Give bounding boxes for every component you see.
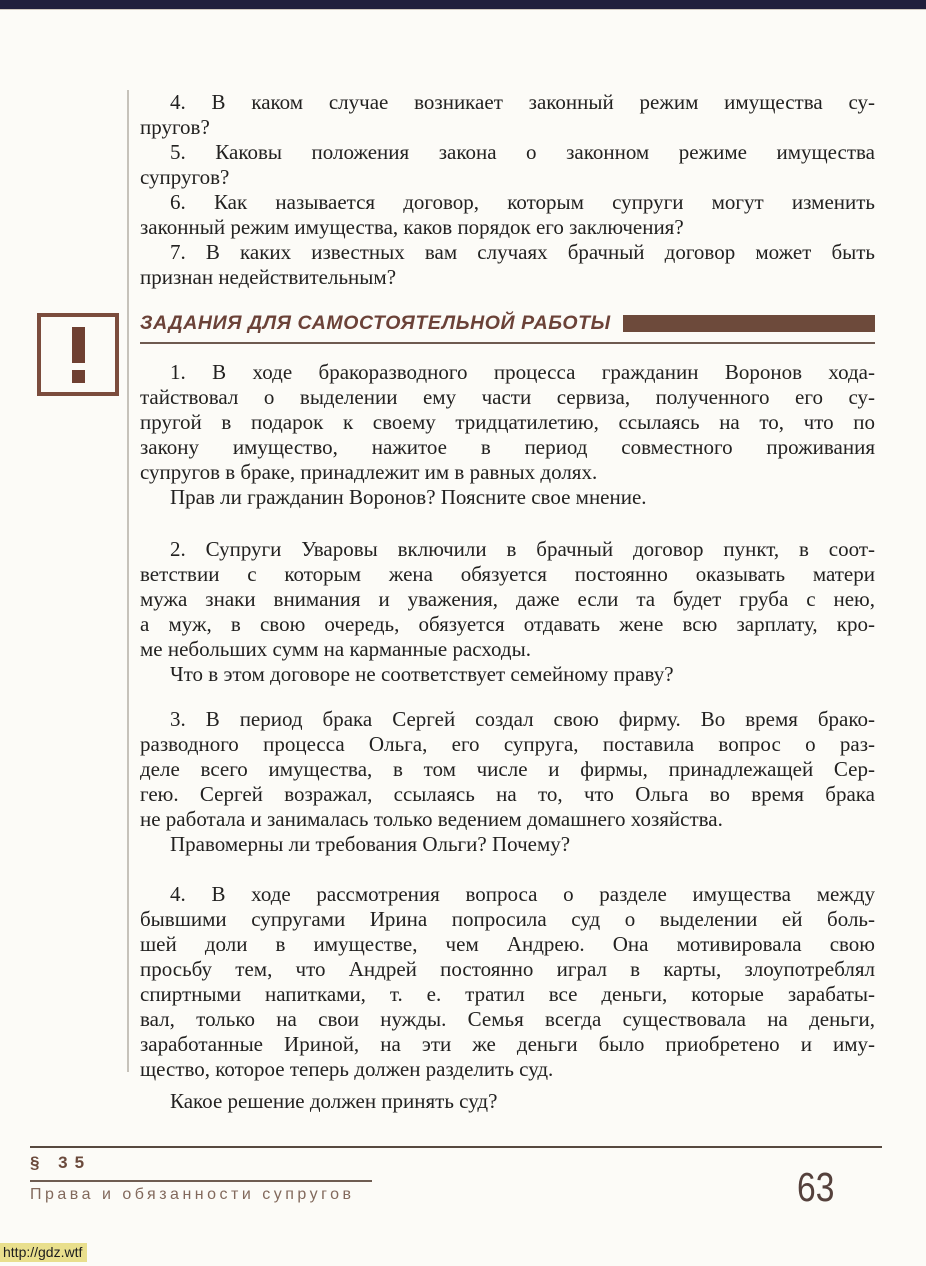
text-line: Прав ли гражданин Воронов? Поясните свое мнение.	[170, 485, 647, 509]
paragraph	[140, 1089, 875, 1114]
text-line: спиртными напитками, т. е. тратил все деньги, которые зарабаты-	[140, 982, 875, 1006]
text-line: ветствии с которым жена обязуется постоянно оказывать матери	[140, 562, 875, 586]
text-line: пругой в подарок к своему тридцатилетию, ссылаясь на то, что по	[140, 410, 875, 434]
task-item	[140, 882, 875, 1114]
text-line: а муж, в свою очередь, обязуется отдавать жене всю зарплату, кро-	[140, 612, 875, 636]
paragraph	[140, 360, 875, 485]
review-questions-list	[140, 90, 875, 290]
paragraph	[140, 537, 875, 662]
task-item	[140, 360, 875, 510]
exclamation-dot	[72, 370, 85, 383]
task-item	[140, 707, 875, 857]
exclamation-icon	[37, 313, 119, 396]
text-line: 5. Каковы положения закона о законном режиме имущества	[170, 140, 875, 164]
text-line: пругов?	[140, 115, 210, 139]
paragraph	[140, 882, 875, 1082]
text-line: Правомерны ли требования Ольги? Почему?	[170, 832, 571, 856]
text-line: бывшими супругами Ирина попросила суд о выделении ей боль-	[140, 907, 875, 931]
text-line: супругов в браке, принадлежит им в равных долях.	[140, 460, 598, 484]
text-line: закону имущество, нажитое в период совместного проживания	[140, 435, 875, 459]
paragraph	[140, 832, 875, 857]
text-line: ме небольших сумм на карманные расходы.	[140, 637, 531, 661]
left-margin-rule	[127, 90, 129, 1072]
footer-paragraph-rule	[30, 1180, 372, 1182]
paragraph	[140, 707, 875, 832]
paragraph	[140, 240, 875, 290]
text-line: тайствовал о выделении ему части сервиза, полученного его су-	[140, 385, 875, 409]
section-accent-bar	[623, 315, 875, 332]
paragraph	[140, 90, 875, 140]
footer-top-rule	[30, 1146, 882, 1148]
text-line: Какое решение должен принять суд?	[170, 1089, 498, 1113]
section-title: ЗАДАНИЯ ДЛЯ САМОСТОЯТЕЛЬНОЙ РАБОТЫ	[140, 312, 611, 334]
text-line: 6. Как называется договор, которым супруги могут изменить	[170, 190, 875, 214]
exclamation-stem	[72, 327, 85, 363]
page-number: 63	[797, 1164, 835, 1210]
text-line: мужа знаки внимания и уважения, даже если та будет груба с нею,	[140, 587, 875, 611]
text-line: не работала и занималась только ведением домашнего хозяйства.	[140, 807, 723, 831]
paragraph	[140, 190, 875, 240]
section-header	[140, 312, 875, 344]
text-line: гею. Сергей возражал, ссылаясь на то, что Ольга во время брака	[140, 782, 875, 806]
task-item	[140, 537, 875, 687]
text-line: щество, которое теперь должен разделить суд.	[140, 1057, 554, 1081]
text-line: заработанные Ириной, на эти же деньги было приобретено и иму-	[140, 1032, 875, 1056]
text-line: 4. В ходе рассмотрения вопроса о разделе имущества между	[170, 882, 875, 906]
text-line: 3. В период брака Сергей создал свою фирму. Во время брако-	[170, 707, 875, 731]
watermark-link[interactable]: http://gdz.wtf	[0, 1243, 87, 1262]
text-line: законный режим имущества, каков порядок его заключения?	[140, 215, 684, 239]
text-line: деле всего имущества, в том числе и фирмы, принадлежащей Сер-	[140, 757, 875, 781]
paragraph	[140, 662, 875, 687]
text-line: разводного процесса Ольга, его супруга, поставила вопрос о раз-	[140, 732, 875, 756]
text-line: супругов?	[140, 165, 230, 189]
paragraph	[140, 485, 875, 510]
top-edge-bar	[0, 0, 926, 10]
footer-chapter-title: Права и обязанности супругов	[30, 1186, 355, 1203]
tasks-list	[140, 360, 875, 1114]
text-line: шей доли в имуществе, чем Андрею. Она мотивировала свою	[140, 932, 875, 956]
paragraph	[140, 140, 875, 190]
footer-paragraph-label: § 35	[30, 1153, 92, 1172]
text-line: Что в этом договоре не соответствует семейному праву?	[170, 662, 674, 686]
text-line: признан недействительным?	[140, 265, 397, 289]
text-line: вал, только на свои нужды. Семья всегда существовала на деньги,	[140, 1007, 875, 1031]
text-line: 7. В каких известных вам случаях брачный договор может быть	[170, 240, 875, 264]
text-line: 4. В каком случае возникает законный режим имущества су-	[170, 90, 875, 114]
text-line: просьбу тем, что Андрей постоянно играл в карты, злоупотреблял	[140, 957, 875, 981]
text-line: 1. В ходе бракоразводного процесса гражданин Воронов хода-	[170, 360, 875, 384]
text-line: 2. Супруги Уваровы включили в брачный договор пункт, в соот-	[170, 537, 875, 561]
